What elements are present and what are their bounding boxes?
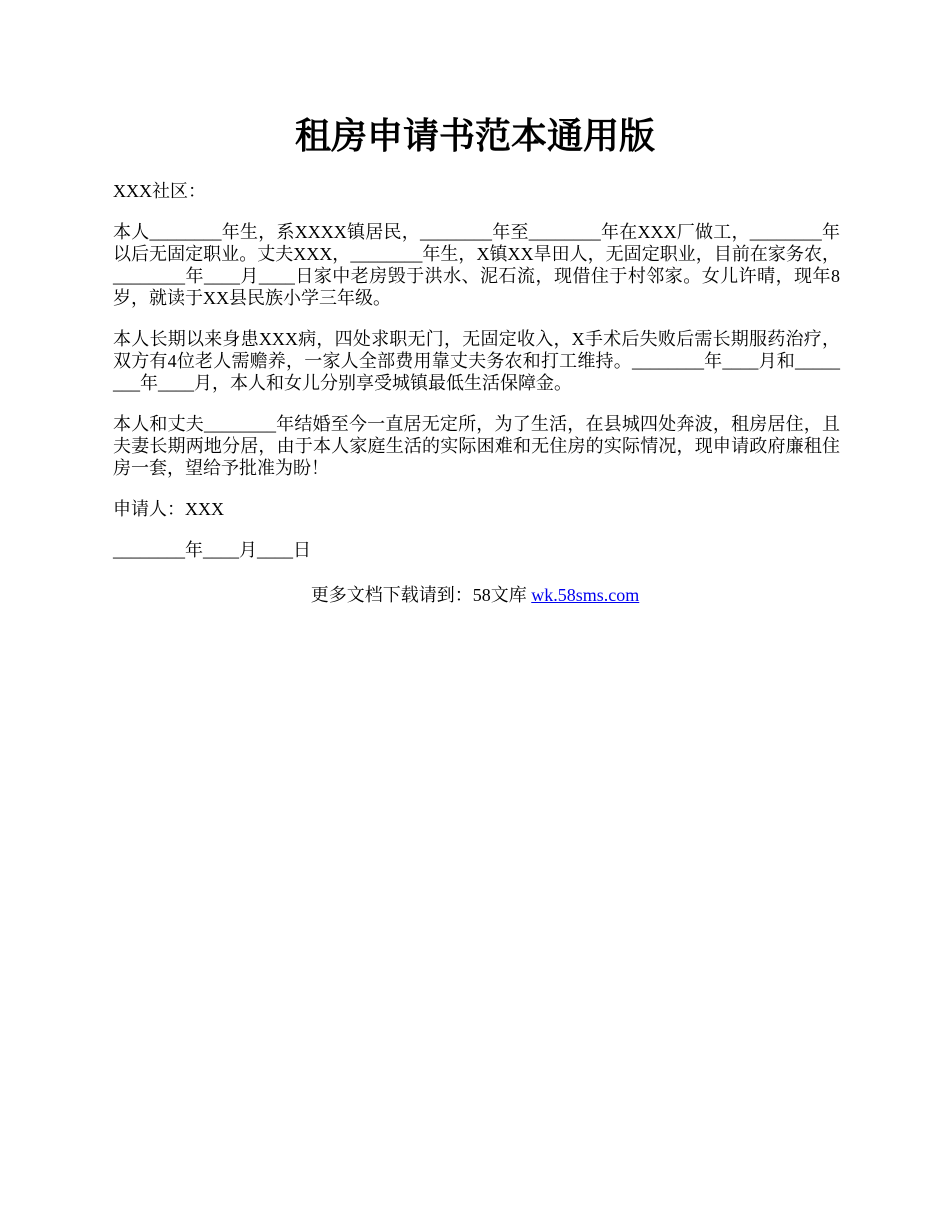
footer [0,584,950,606]
applicant-signature: 申请人：XXX [113,499,224,519]
paragraph-hardship: 本人长期以来身患XXX病，四处求职无门，无固定收入，X手术后失败后需长期服药治疗，双方有4位老人需赡养，一家人全部费用靠丈夫务农和打工维持。________年____月和________年____月，本人和女儿分别享受城镇最低生活保障金。 [113,329,840,393]
letter-body [113,180,840,580]
salutation: XXX社区： [113,181,206,201]
footer-link[interactable]: wk.58sms.com [531,585,640,605]
paragraph-request: 本人和丈夫________年结婚至今一直居无定所，为了生活，在县城四处奔波，租房居住，且夫妻长期两地分居，由于本人家庭生活的实际困难和无住房的实际情况，现申请政府廉租住房一套，望给予批准为盼！ [113,414,840,478]
date-line: ________年____月____日 [113,540,311,560]
document-title: 租房申请书范本通用版 [294,116,655,156]
paragraph-background: 本人________年生，系XXXX镇居民，________年至________年在XXX厂做工，________年以后无固定职业。丈夫XXX，________年生，X镇XX旱田人，无固定职业，目前在家务农，________年____月____日家中老房毁于洪水、泥石流，现借住于村邻家。女儿许晴，现年8岁，就读于XX县民族小学三年级。 [113,222,840,308]
footer-text: 更多文档下载请到：58文库 [310,585,532,605]
